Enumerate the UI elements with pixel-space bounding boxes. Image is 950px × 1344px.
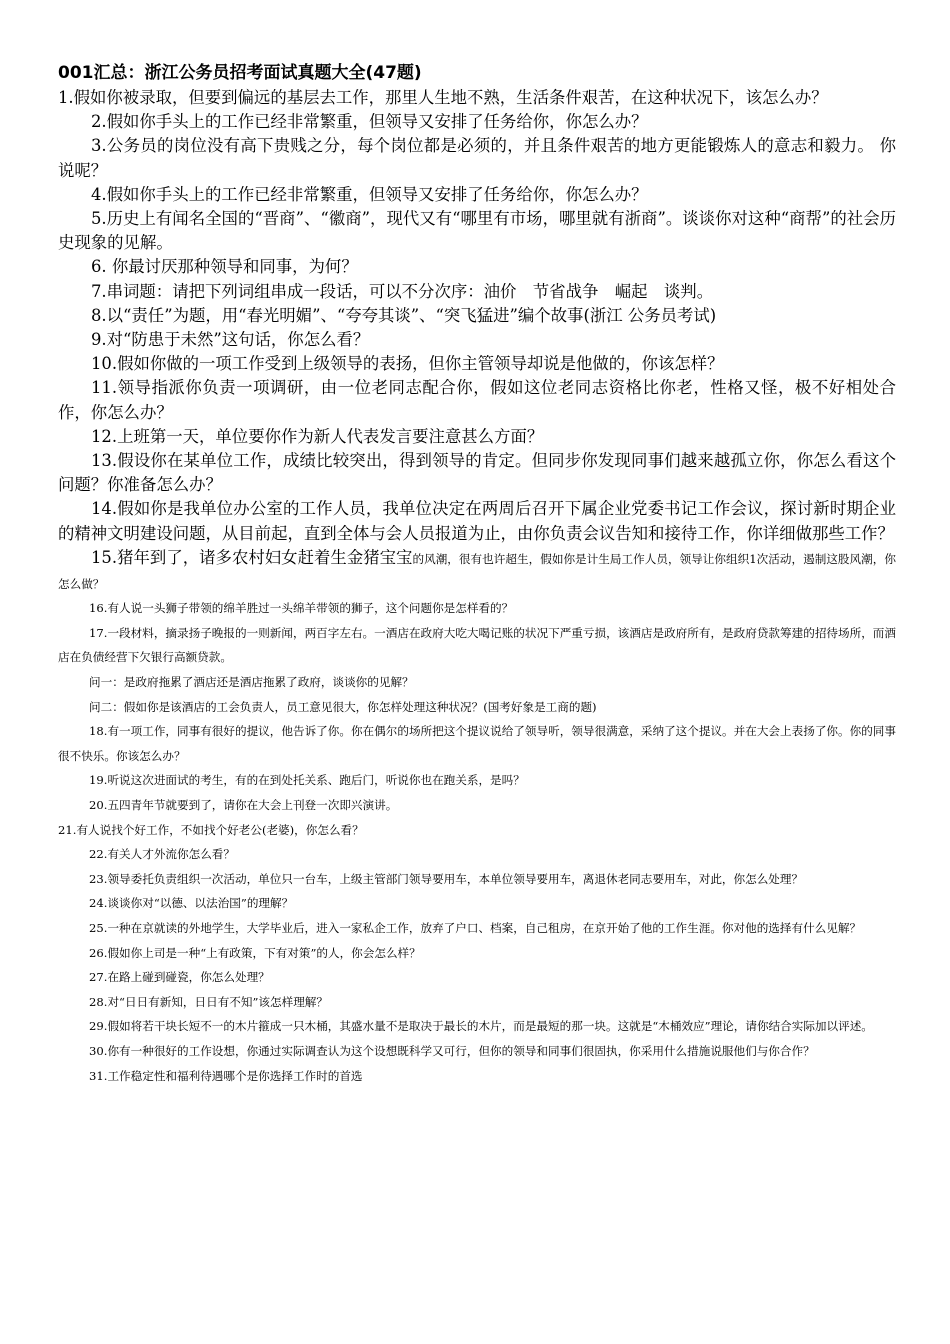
question-8: 8.以“责任”为题，用“春光明媚”、“夸夸其谈”、“突飞猛进”编个故事(浙江 公务员考试): [91, 305, 717, 325]
question-6: 6. 你最讨厌那种领导和同事，为何？: [91, 257, 358, 277]
question-item: 20.五四青年节就要到了，请你在大会上刊登一次即兴演讲。: [89, 798, 398, 813]
question-15-small-part: 的风潮，很有也许超生，假如你是计生局工作人员，领导让你组织1次活动，遏制这股风潮，你怎么做？: [58, 551, 896, 592]
question-12: 12.上班第一天，单位要你作为新人代表发言要注意甚么方面？: [91, 426, 544, 446]
question-item: 29.假如将若干块长短不一的木片箍成一只木桶，其盛水量不是取决于最长的木片，而是最短的那一块。这就是“木桶效应”理论，请你结合实际加以评述。: [89, 1019, 873, 1034]
question-item: 21.有人说找个好工作，不如找个好老公(老婆)，你怎么看？: [58, 822, 364, 837]
question-item: 25.一种在京就读的外地学生，大学毕业后，进入一家私企工作，放弃了户口、档案，自己租房，在京开始了他的工作生涯。你对他的选择有什么见解？: [89, 920, 862, 935]
question-5: 5.历史上有闻名全国的“晋商”、“徽商”，现代又有“哪里有市场，哪里就有浙商”。谈谈你对这种“商帮”的社会历史现象的见解。: [58, 209, 896, 253]
document-title: 001汇总：浙江公务员招考面试真题大全(47题): [58, 63, 422, 83]
question-15-large-part: 15.猪年到了，诸多农村妇女赶着生金猪宝宝: [91, 547, 413, 567]
question-item: 16.有人说一头狮子带领的绵羊胜过一头绵羊带领的狮子，这个问题你是怎样看的？: [89, 601, 514, 616]
question-7: 7.串词题：请把下列词组串成一段话，可以不分次序：油价 节省战争 崛起 谈判。: [91, 281, 714, 301]
question-item: 问一：是政府拖累了酒店还是酒店拖累了政府，谈谈你的见解？: [89, 675, 414, 690]
question-3: 3.公务员的岗位没有高下贵贱之分，每个岗位都是必须的，并且条件艰苦的地方更能锻炼人的意志和毅力。 你说呢？: [58, 136, 896, 180]
question-9: 9.对“防患于未然”这句话，你怎么看？: [91, 330, 370, 350]
question-item: 28.对“日日有新知，日日有不知”该怎样理解？: [89, 994, 328, 1009]
question-14: 14.假如你是我单位办公室的工作人员，我单位决定在两周后召开下属企业党委书记工作会议，探讨新时期企业的精神文明建设问题，从目前起，直到全体与会人员报道为止，由你负责会议告知和接待工作，你详细做那些工作？: [58, 499, 896, 543]
question-item: 27.在路上碰到碰瓷，你怎么处理？: [89, 970, 270, 985]
question-item: 30.你有一种很好的工作设想，你通过实际调查认为这个设想既科学又可行，但你的领导和同事们很固执，你采用什么措施说服他们与你合作？: [89, 1043, 815, 1058]
question-15: [58, 546, 896, 596]
question-item: 24.谈谈你对“以德、以法治国”的理解？: [89, 896, 294, 911]
small-question-list: [58, 596, 896, 1088]
question-10: 10.假如你做的一项工作受到上级领导的表扬，但你主管领导却说是他做的，你该怎样？: [91, 354, 724, 374]
question-item: 19.听说这次进面试的考生，有的在到处托关系、跑后门，听说你也在跑关系，是吗？: [89, 773, 525, 788]
question-1: 1.假如你被录取，但要到偏远的基层去工作，那里人生地不熟，生活条件艰苦，在这种状况下，该怎么办？: [58, 88, 828, 107]
question-item: 18.有一项工作，同事有很好的提议，他告诉了你。你在偶尔的场所把这个提议说给了领导听，领导很满意，采纳了这个提议。并在大会上表扬了你。你的同事很不快乐。你该怎么办？: [58, 724, 896, 763]
question-4: 4.假如你手头上的工作已经非常繁重，但领导又安排了任务给你，你怎么办？: [91, 184, 648, 204]
question-item: 17.一段材料，摘录扬子晚报的一则新闻，两百字左右。一酒店在政府大吃大喝记账的状况下严重亏损，该酒店是政府所有，是政府贷款筹建的招待场所，而酒店在负债经营下欠银行高额贷款。: [58, 625, 896, 665]
question-item: 23.领导委托负责组织一次活动，单位只一台车，上级主管部门领导要用车，本单位领导要用车，离退休老同志要用车，对此，你怎么处理？: [89, 871, 804, 886]
question-item: 22.有关人才外流你怎么看？: [89, 847, 235, 862]
question-13: 13.假设你在某单位工作，成绩比较突出，得到领导的肯定。但同步你发现同事们越来越孤立你，你怎么看这个问题？你准备怎么办？: [58, 451, 896, 495]
question-item: 问二：假如你是该酒店的工会负责人，员工意见很大，你怎样处理这种状况？(国考好象是工商的题): [89, 699, 597, 714]
question-item: 26.假如你上司是一种“上有政策，下有对策”的人，你会怎么样？: [89, 945, 421, 960]
question-item: 31.工作稳定性和福利待遇哪个是你选择工作时的首选: [89, 1068, 363, 1083]
question-2: 2.假如你手头上的工作已经非常繁重，但领导又安排了任务给你，你怎么办？: [91, 112, 648, 132]
question-11: 11.领导指派你负责一项调研，由一位老同志配合你，假如这位老同志资格比你老，性格又怪，极不好相处合作，你怎么办？: [58, 378, 896, 422]
document-page: [58, 62, 896, 1088]
